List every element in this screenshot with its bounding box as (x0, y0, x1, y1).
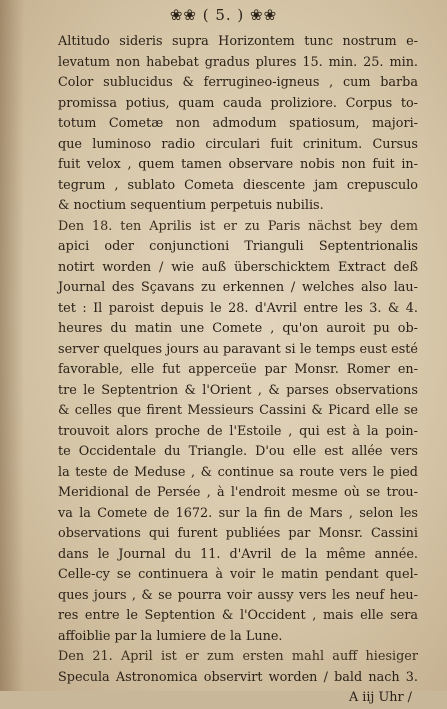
text-line: tet : Il paroist depuis le 28. d'Avril entre les 3. & 4. (58, 300, 418, 316)
text-line: favorable, elle fut apperceüe par Monsr. Romer en- (58, 362, 418, 377)
text-line: res entre le Septention & l'Occident , mais elle sera (58, 608, 418, 623)
text-line: dans le Journal du 11. d'Avril de la même année. (58, 546, 418, 562)
text-line: Den 21. April ist er zum ersten mahl auff hiesiger (58, 649, 418, 664)
text-line: & celles que firent Messieurs Cassini & Picard elle se (58, 403, 418, 418)
text-line: Altitudo sideris supra Horizontem tunc nostrum e- (58, 34, 418, 49)
text-line: Celle-cy se continuera à voir le matin pendant quel- (58, 567, 418, 582)
text-line: tegrum , sublato Cometa diescente jam crepusculo (58, 177, 418, 193)
text-line: server quelques jours au paravant si le temps eust esté (58, 341, 418, 357)
text-line: va la Comete de 1672. sur la fin de Mars , selon les (58, 505, 418, 521)
text-line: notirt worden / wie auß überschicktem Extract deß (58, 259, 418, 275)
text-line: tre le Septentrion & l'Orient , & parses observations (58, 382, 418, 398)
text-line: que luminoso radio circulari fuit crinitum. Cursus (58, 136, 418, 152)
text-line: heures du matin une Comete , qu'on auroit pu ob- (58, 321, 418, 336)
text-line: apici oder conjunctioni Trianguli Septentrionalis (58, 239, 418, 254)
text-line: la teste de Meduse , & continue sa route vers le pied (58, 464, 418, 480)
text-line: fuit velox , quem tamen observare nobis non fuit in- (58, 157, 418, 172)
text-line: Specula Astronomica observirt worden / bald nach 3. (58, 669, 418, 685)
text-line: promissa potius, quam cauda proliziore. Corpus to- (58, 95, 418, 111)
text-line: & noctium sequentium perpetuis nubilis. (58, 198, 324, 213)
page-header: ❀❀ ( 5. ) ❀❀ (169, 6, 278, 24)
text-line: affoiblie par la lumiere de la Lune. (58, 628, 283, 644)
text-line: Meridional de Persée , à l'endroit mesme où se trou- (58, 485, 418, 500)
signature-line: A iij Uhr / (348, 690, 412, 705)
text-line: Color sublucidus & ferrugineo-igneus , cum barba (58, 75, 418, 90)
text-line: totum Cometæ non admodum spatiosum, majori- (58, 116, 418, 131)
text-line: ques jours , & se pourra voir aussy vers les neuf heu- (58, 587, 418, 603)
text-line: te Occidentale du Triangle. D'ou elle est allée vers (58, 444, 418, 459)
page-text (58, 32, 418, 709)
text-line: observations qui furent publiées par Monsr. Cassini (58, 526, 418, 541)
text-line: Journal des Sçavans zu erkennen / welches also lau- (58, 280, 418, 295)
text-line: Den 18. ten Aprilis ist er zu Paris nächst bey dem (58, 218, 418, 234)
text-line: levatum non habebat gradus plures 15. min. 25. min. (58, 54, 418, 70)
text-line: trouvoit alors proche de l'Estoile , qui est à la poin- (58, 423, 418, 439)
